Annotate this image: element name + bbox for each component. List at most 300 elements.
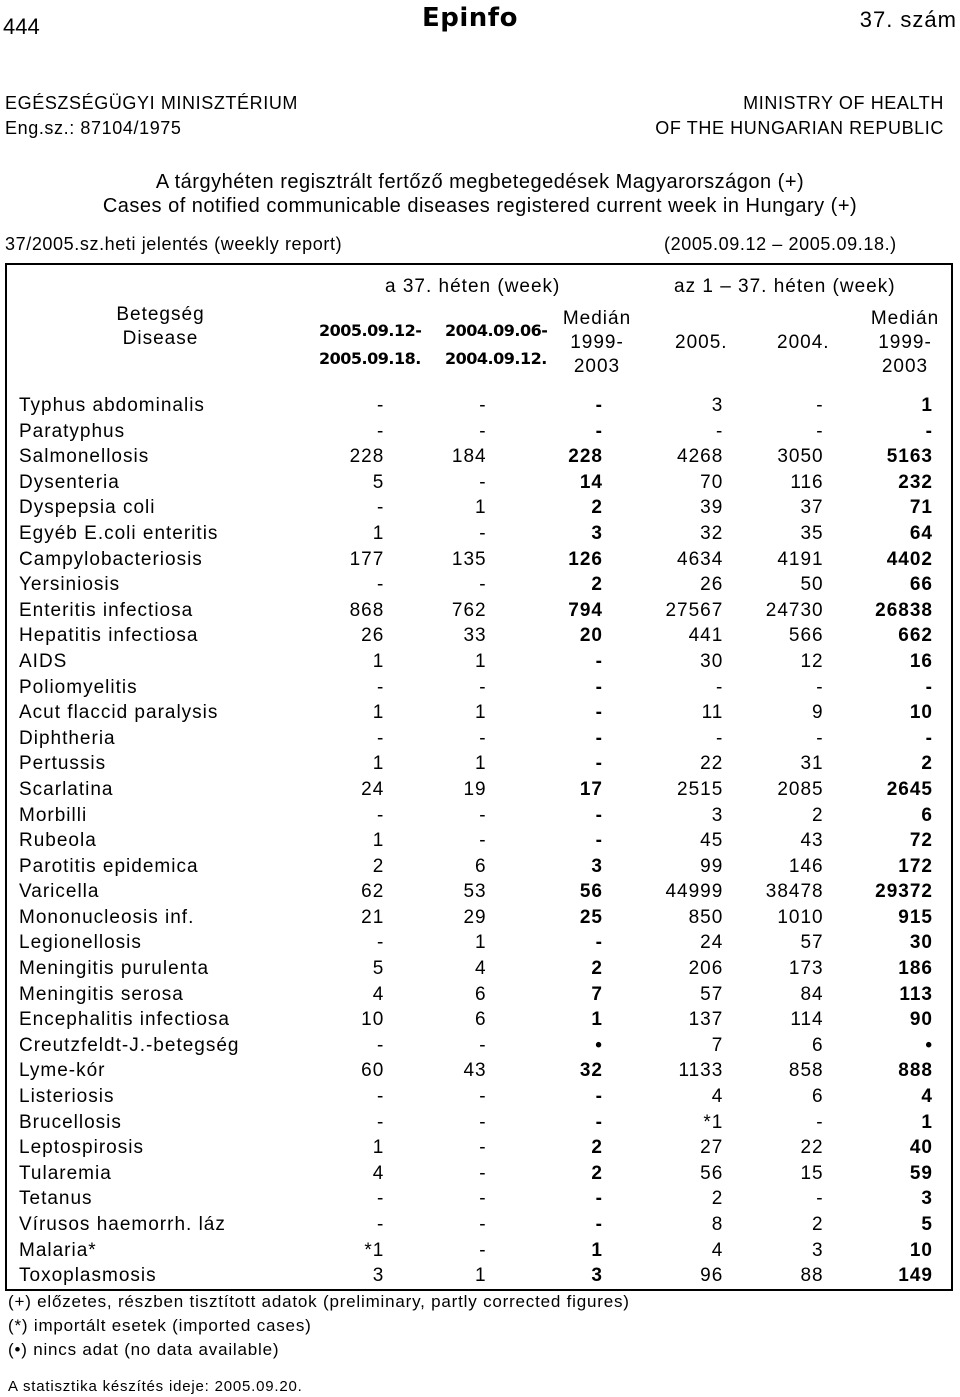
cell-value: 3 xyxy=(711,804,724,826)
cell-value: 1 xyxy=(372,522,385,544)
cell-value: - xyxy=(479,1111,487,1133)
cell-value: - xyxy=(595,830,603,852)
cell-value: - xyxy=(479,1188,487,1210)
table-row xyxy=(6,879,952,905)
cell-value: 31 xyxy=(800,753,824,775)
cell-value: - xyxy=(376,497,385,519)
cell-value: 50 xyxy=(800,574,824,596)
cell-value: - xyxy=(479,574,487,596)
disease-name: Lyme-kór xyxy=(19,1060,106,1082)
col-week-2005-start: 2005.09.12- xyxy=(319,321,422,340)
cell-value: - xyxy=(479,522,487,544)
cell-value: 20 xyxy=(579,625,603,647)
cell-value: 1010 xyxy=(777,906,824,928)
cell-value: 135 xyxy=(451,548,487,570)
cell-value: 858 xyxy=(788,1060,824,1082)
cell-value: 868 xyxy=(349,599,385,621)
cell-value: 4 xyxy=(372,1162,385,1184)
cell-value: 3050 xyxy=(777,446,824,468)
cell-value: 10 xyxy=(909,702,933,724)
disease-name: Typhus abdominalis xyxy=(19,395,205,416)
disease-name: Yersiniosis xyxy=(19,574,121,596)
cell-value: 19 xyxy=(463,778,487,800)
footnote-no-data: (•) nincs adat (no data available) xyxy=(8,1340,280,1359)
cell-value: 2645 xyxy=(886,778,933,800)
table-row xyxy=(6,1212,952,1238)
cell-value: 4 xyxy=(711,1086,724,1108)
cell-value: 2 xyxy=(812,804,824,826)
cell-value: 39 xyxy=(700,497,724,519)
cell-value: • xyxy=(595,1034,603,1056)
cell-value: 96 xyxy=(700,1265,724,1287)
cell-value: 3 xyxy=(591,522,603,544)
cell-value: - xyxy=(479,1086,487,1108)
cell-value: *1 xyxy=(703,1111,724,1133)
cell-value: - xyxy=(595,1086,603,1108)
cell-value: 71 xyxy=(909,497,933,519)
cell-value: 66 xyxy=(909,574,933,596)
table-row xyxy=(6,393,952,419)
cell-value: 4191 xyxy=(777,548,824,570)
table-row xyxy=(6,521,952,547)
table-row xyxy=(6,751,952,777)
page-number: 444 xyxy=(3,14,40,39)
col-week-2004-start: 2004.09.06- xyxy=(445,321,548,340)
cell-value: - xyxy=(715,420,724,442)
cell-value: 850 xyxy=(688,906,724,928)
report-period: (2005.09.12 – 2005.09.18.) xyxy=(664,234,897,254)
cell-value: 37 xyxy=(800,497,824,519)
disease-name: Parotitis epidemica xyxy=(19,855,199,877)
table-row xyxy=(6,1058,952,1084)
table-row xyxy=(6,1084,952,1110)
cell-value: 4 xyxy=(711,1239,724,1261)
cell-value: 6 xyxy=(921,804,933,826)
cell-value: - xyxy=(595,1111,603,1133)
cell-value: - xyxy=(595,676,603,698)
disease-name: Acut flaccid paralysis xyxy=(19,702,219,724)
cell-value: 177 xyxy=(349,548,385,570)
cell-value: - xyxy=(595,420,603,442)
cell-value: 1 xyxy=(372,830,385,852)
cell-value: 4 xyxy=(475,958,487,980)
median2-years-start: 1999- xyxy=(878,332,932,353)
cell-value: 113 xyxy=(899,983,933,1005)
disease-name: Tetanus xyxy=(19,1188,93,1210)
cell-value: 5 xyxy=(372,471,385,493)
cell-value: - xyxy=(816,1111,824,1133)
col-week-2004 xyxy=(445,317,547,373)
cell-value: 2 xyxy=(372,855,385,877)
table-row xyxy=(6,803,952,829)
col-cum-2005: 2005. xyxy=(675,332,728,353)
cell-value: 794 xyxy=(568,599,603,621)
footnote-preliminary: (+) előzetes, részben tisztított adatok (preliminary, partly corrected figures) xyxy=(8,1292,630,1311)
table-row xyxy=(6,1110,952,1136)
cell-value: - xyxy=(479,1239,487,1261)
disease-name: Salmonellosis xyxy=(19,446,150,468)
table-header xyxy=(6,264,952,393)
disease-name: Malaria* xyxy=(19,1239,97,1261)
cell-value: 5 xyxy=(372,958,385,980)
cell-value: 2 xyxy=(591,574,603,596)
median2-years-end: 2003 xyxy=(881,356,929,377)
cell-value: 6 xyxy=(475,1009,487,1031)
cell-value: 1133 xyxy=(678,1060,724,1082)
cell-value: 116 xyxy=(790,471,824,493)
disease-name: Creutzfeldt-J.-betegség xyxy=(19,1034,240,1056)
disease-name: Dyspepsia coli xyxy=(19,497,156,519)
cell-value: 6 xyxy=(475,855,487,877)
cell-value: - xyxy=(715,727,724,749)
cell-value: 1 xyxy=(475,753,487,775)
cell-value: - xyxy=(816,676,824,698)
cell-value: - xyxy=(479,471,487,493)
cell-value: - xyxy=(595,650,603,672)
cell-value: 9 xyxy=(812,702,824,724)
cell-value: 26838 xyxy=(875,599,933,621)
disease-name: Mononucleosis inf. xyxy=(19,906,195,928)
cell-value: 27567 xyxy=(665,599,724,621)
cell-value: 2 xyxy=(591,1137,603,1159)
cell-value: - xyxy=(376,420,385,442)
cell-value: 29 xyxy=(463,906,487,928)
cell-value: 2 xyxy=(812,1214,824,1235)
cell-value: 27 xyxy=(700,1137,724,1159)
footnote-imported: (*) importált esetek (imported cases) xyxy=(8,1316,312,1335)
cell-value: - xyxy=(715,676,724,698)
cell-value: 149 xyxy=(898,1265,933,1287)
disease-name: Poliomyelitis xyxy=(19,676,138,698)
cell-value: - xyxy=(479,1162,487,1184)
cell-value: - xyxy=(376,804,385,826)
col-week-2005-end: 2005.09.18. xyxy=(319,349,421,368)
cell-value: 32 xyxy=(579,1060,603,1082)
cell-value: 441 xyxy=(688,625,724,647)
col-week-2005 xyxy=(319,317,421,373)
cell-value: 30 xyxy=(909,932,933,954)
cell-value: 24730 xyxy=(765,599,824,621)
disease-name: Scarlatina xyxy=(19,778,114,800)
disease-name: Toxoplasmosis xyxy=(19,1265,157,1287)
table-row xyxy=(6,1033,952,1059)
cell-value: 72 xyxy=(909,830,933,852)
cell-value: 10 xyxy=(909,1239,933,1261)
cell-value: - xyxy=(479,1214,487,1235)
cell-value: 26 xyxy=(700,574,724,596)
cell-value: 1 xyxy=(372,1137,385,1159)
table-row xyxy=(6,547,952,573)
cell-value: 1 xyxy=(475,650,487,672)
median-label: Medián xyxy=(562,308,632,329)
page-title-hu: A tárgyhéten regisztrált fertőző megbetegedések Magyarországon (+) xyxy=(155,171,805,193)
cell-value: 90 xyxy=(909,1009,933,1031)
cell-value: 228 xyxy=(349,446,385,468)
cell-value: 173 xyxy=(788,958,824,980)
table-row xyxy=(6,675,952,701)
cell-value: 56 xyxy=(579,881,603,903)
cell-value: 5163 xyxy=(886,446,933,468)
cell-value: 3 xyxy=(591,1265,603,1287)
cell-value: 3 xyxy=(812,1239,824,1261)
cell-value: 57 xyxy=(800,932,824,954)
ministry-hu: EGÉSZSÉGÜGYI MINISZTÉRIUM xyxy=(5,93,299,113)
disease-name: Varicella xyxy=(19,881,100,903)
cell-value: - xyxy=(595,753,603,775)
cell-value: 114 xyxy=(790,1009,824,1031)
cell-value: 126 xyxy=(568,548,603,570)
table-row xyxy=(6,700,952,726)
cell-value: 43 xyxy=(800,830,824,852)
disease-name: AIDS xyxy=(19,650,68,672)
cell-value: 35 xyxy=(800,522,824,544)
cell-value: 6 xyxy=(475,983,487,1005)
disease-name: Pertussis xyxy=(19,753,107,775)
cell-value: 59 xyxy=(909,1162,933,1184)
cell-value: - xyxy=(816,420,824,442)
table-row xyxy=(6,572,952,598)
table-row xyxy=(6,956,952,982)
cell-value: 70 xyxy=(700,471,724,493)
ministry-en: MINISTRY OF HEALTH xyxy=(743,93,944,113)
cell-value: 888 xyxy=(898,1060,933,1082)
median-years-end: 2003 xyxy=(573,356,621,377)
table-row xyxy=(6,1007,952,1033)
cell-value: 2 xyxy=(921,753,933,775)
cell-value: - xyxy=(816,1188,824,1210)
cell-value: 43 xyxy=(463,1060,487,1082)
cell-value: - xyxy=(376,1214,385,1235)
cell-value: 2 xyxy=(591,1162,603,1184)
cell-value: - xyxy=(376,1086,385,1108)
disease-name: Meningitis serosa xyxy=(19,983,184,1005)
cell-value: - xyxy=(816,727,824,749)
table-row xyxy=(6,777,952,803)
disease-header-en: Disease xyxy=(122,328,199,349)
disease-name: Paratyphus xyxy=(19,420,126,442)
cell-value: - xyxy=(595,395,603,416)
cell-value: 1 xyxy=(372,650,385,672)
cell-value: - xyxy=(479,1137,487,1159)
cell-value: 2 xyxy=(591,497,603,519)
cell-value: 184 xyxy=(451,446,487,468)
disease-name: Rubeola xyxy=(19,830,97,852)
cell-value: - xyxy=(376,1188,385,1210)
cell-value: 915 xyxy=(898,906,933,928)
disease-name: Listeriosis xyxy=(19,1086,115,1108)
cell-value: 24 xyxy=(361,778,385,800)
col-cum-median xyxy=(855,307,955,379)
cell-value: 16 xyxy=(909,650,933,672)
cell-value: - xyxy=(376,676,385,698)
week-group-header: a 37. héten (week) xyxy=(385,276,561,297)
cell-value: - xyxy=(376,574,385,596)
disease-table xyxy=(5,263,953,1291)
table-row xyxy=(6,982,952,1008)
cell-value: 29372 xyxy=(875,881,933,903)
cell-value: 64 xyxy=(909,522,933,544)
cell-value: 4 xyxy=(921,1086,933,1108)
cell-value: 99 xyxy=(700,855,724,877)
cell-value: - xyxy=(376,727,385,749)
cell-value: - xyxy=(925,676,933,698)
cell-value: 2515 xyxy=(677,778,724,800)
cell-value: 1 xyxy=(372,753,385,775)
median-years-start: 1999- xyxy=(570,332,624,353)
cell-value: 1 xyxy=(475,497,487,519)
cell-value: 1 xyxy=(591,1009,603,1031)
col-week-median xyxy=(547,307,647,379)
cell-value: 3 xyxy=(591,855,603,877)
cell-value: 24 xyxy=(700,932,724,954)
cell-value: 32 xyxy=(700,522,724,544)
cell-value: 57 xyxy=(700,983,724,1005)
ministry-en-country: OF THE HUNGARIAN REPUBLIC xyxy=(655,118,944,138)
disease-name: Vírusos haemorrh. láz xyxy=(19,1214,226,1235)
cell-value: - xyxy=(816,395,824,416)
table-row xyxy=(6,495,952,521)
cell-value: 88 xyxy=(800,1265,824,1287)
cell-value: 5 xyxy=(921,1214,933,1235)
cell-value: 1 xyxy=(921,395,933,416)
statistics-date: A statisztika készítés ideje: 2005.09.20. xyxy=(8,1378,303,1395)
cell-value: - xyxy=(925,420,933,442)
table-row xyxy=(6,828,952,854)
cell-value: 62 xyxy=(361,881,385,903)
cell-value: 1 xyxy=(921,1111,933,1133)
cell-value: 6 xyxy=(812,1034,824,1056)
disease-name: Legionellosis xyxy=(19,932,142,954)
report-label: 37/2005.sz.heti jelentés (weekly report) xyxy=(5,234,343,254)
issue-number: 37. szám xyxy=(859,7,957,32)
cell-value: 662 xyxy=(898,625,933,647)
cell-value: 40 xyxy=(909,1137,933,1159)
disease-name: Meningitis purulenta xyxy=(19,958,210,980)
epinfo-logo: Epinfo xyxy=(422,3,518,33)
table-row xyxy=(6,1263,952,1290)
disease-header-hu: Betegség xyxy=(116,304,205,325)
table-row xyxy=(6,726,952,752)
table-row xyxy=(6,598,952,624)
cell-value: 26 xyxy=(361,625,385,647)
cell-value: 38478 xyxy=(765,881,824,903)
disease-name: Campylobacteriosis xyxy=(19,548,203,570)
cell-value: 15 xyxy=(800,1162,824,1184)
cell-value: 566 xyxy=(788,625,824,647)
cell-value: 30 xyxy=(700,650,724,672)
cell-value: 53 xyxy=(463,881,487,903)
cell-value: 1 xyxy=(372,702,385,724)
col-cum-2004: 2004. xyxy=(777,332,830,353)
cell-value: 17 xyxy=(579,778,603,800)
table-row xyxy=(6,419,952,445)
cell-value: 7 xyxy=(711,1034,724,1056)
disease-name: Egyéb E.coli enteritis xyxy=(19,522,219,544)
page-title-en: Cases of notified communicable diseases registered current week in Hungary (+) xyxy=(102,195,858,217)
table-row xyxy=(6,1135,952,1161)
cell-value: 10 xyxy=(361,1009,385,1031)
cell-value: 1 xyxy=(475,702,487,724)
cell-value: 4402 xyxy=(886,548,933,570)
cell-value: 3 xyxy=(372,1265,385,1287)
cell-value: 186 xyxy=(898,958,933,980)
cell-value: 232 xyxy=(898,471,933,493)
cell-value: - xyxy=(595,1188,603,1210)
col-week-2004-end: 2004.09.12. xyxy=(445,349,547,368)
cell-value: • xyxy=(925,1034,933,1056)
cell-value: 45 xyxy=(700,830,724,852)
cell-value: 1 xyxy=(475,1265,487,1287)
median2-label: Medián xyxy=(870,308,940,329)
cell-value: 3 xyxy=(711,395,724,416)
cell-value: 84 xyxy=(800,983,824,1005)
cell-value: 2085 xyxy=(777,778,824,800)
table-row xyxy=(6,623,952,649)
disease-name: Diphtheria xyxy=(19,727,116,749)
cell-value: 25 xyxy=(579,906,603,928)
cell-value: 137 xyxy=(688,1009,724,1031)
table-row xyxy=(6,649,952,675)
cell-value: 4 xyxy=(372,983,385,1005)
cell-value: - xyxy=(595,1214,603,1235)
table-row xyxy=(6,930,952,956)
cell-value: 206 xyxy=(688,958,724,980)
cell-value: 56 xyxy=(700,1162,724,1184)
cell-value: - xyxy=(595,702,603,724)
cell-value: - xyxy=(595,804,603,826)
disease-name: Encephalitis infectiosa xyxy=(19,1009,230,1031)
disease-name: Leptospirosis xyxy=(19,1137,144,1159)
cell-value: - xyxy=(595,932,603,954)
cumulative-group-header: az 1 – 37. héten (week) xyxy=(674,276,896,297)
cell-value: - xyxy=(479,727,487,749)
cell-value: 12 xyxy=(800,650,824,672)
cell-value: 8 xyxy=(711,1214,724,1235)
cell-value: 3 xyxy=(921,1188,933,1210)
table-row xyxy=(6,470,952,496)
registration-number: Eng.sz.: 87104/1975 xyxy=(5,118,182,138)
disease-name: Brucellosis xyxy=(19,1111,122,1133)
cell-value: 762 xyxy=(451,599,487,621)
table-row xyxy=(6,905,952,931)
table-row xyxy=(6,854,952,880)
disease-name: Enteritis infectiosa xyxy=(19,599,194,621)
cell-value: 44999 xyxy=(665,881,724,903)
cell-value: *1 xyxy=(364,1239,385,1261)
cell-value: 4268 xyxy=(677,446,724,468)
cell-value: - xyxy=(479,1034,487,1056)
cell-value: 60 xyxy=(361,1060,385,1082)
cell-value: 1 xyxy=(475,932,487,954)
cell-value: 2 xyxy=(711,1188,724,1210)
cell-value: 1 xyxy=(591,1239,603,1261)
cell-value: 14 xyxy=(579,471,603,493)
disease-name: Dysenteria xyxy=(19,471,120,493)
cell-value: 22 xyxy=(700,753,724,775)
cell-value: - xyxy=(925,727,933,749)
cell-value: - xyxy=(479,395,487,416)
cell-value: 22 xyxy=(800,1137,824,1159)
table-row xyxy=(6,1161,952,1187)
table-body xyxy=(6,393,952,1290)
table-row xyxy=(6,444,952,470)
disease-name: Hepatitis infectiosa xyxy=(19,625,199,647)
cell-value: 2 xyxy=(591,958,603,980)
cell-value: 33 xyxy=(463,625,487,647)
cell-value: - xyxy=(376,932,385,954)
cell-value: 21 xyxy=(361,906,385,928)
cell-value: 11 xyxy=(701,702,724,724)
